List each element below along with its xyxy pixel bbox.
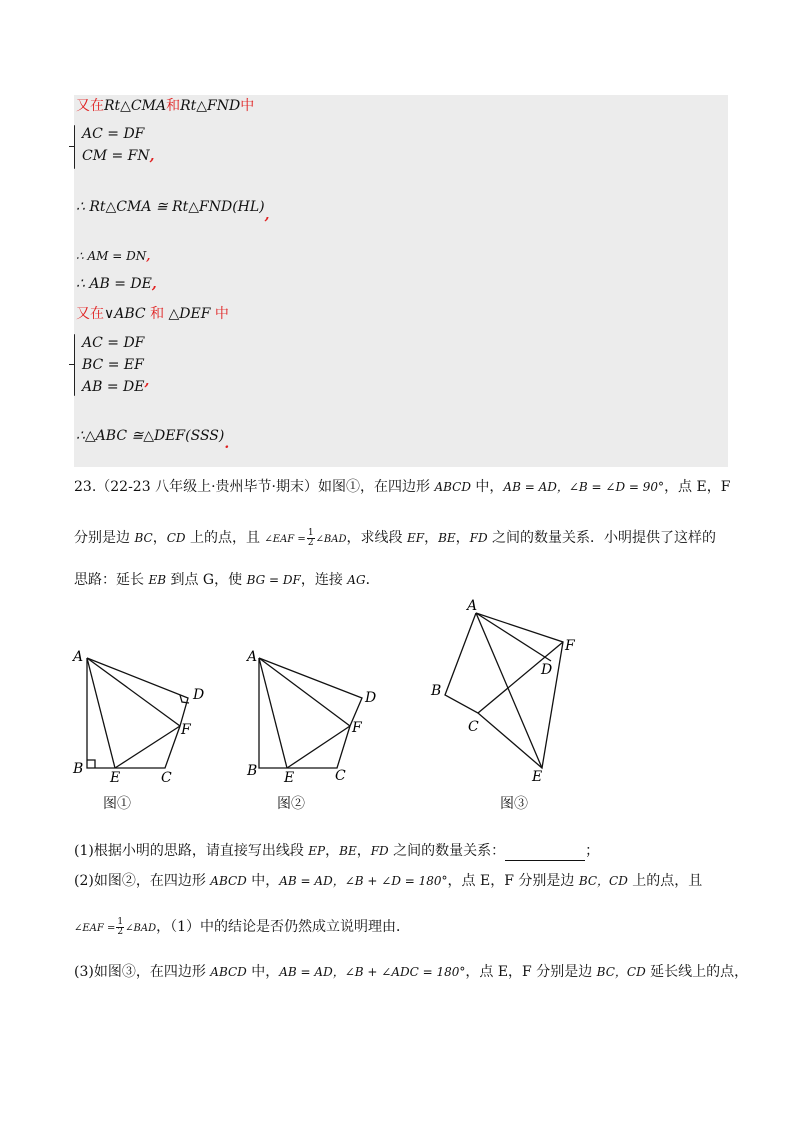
- punct: ,: [264, 207, 270, 223]
- math: ∠EAF =: [264, 534, 306, 545]
- fig1-label-c: C: [161, 770, 172, 786]
- figure-3: [425, 595, 595, 785]
- text: ，点 E，F: [664, 479, 731, 495]
- fig2-label-c: C: [335, 768, 346, 784]
- text-red: 中: [240, 98, 255, 114]
- text: ，点 E，F 分别是边: [447, 873, 579, 889]
- equation: ∴ AB = DE: [76, 276, 152, 292]
- solution-line-5: [76, 275, 157, 293]
- fig2-label-a: A: [247, 649, 258, 665]
- math: ABCD: [434, 480, 471, 494]
- text: 思路：延长: [74, 572, 149, 588]
- question-2: [74, 871, 702, 891]
- text: 之间的数量关系：: [388, 843, 506, 859]
- fig2-label-e: E: [284, 770, 295, 786]
- text-math: Rt△CMA: [104, 98, 167, 114]
- fig3-line-ae: [476, 613, 542, 768]
- system-brace-1: [74, 125, 75, 169]
- math: ∠EAF =: [74, 923, 116, 934]
- solution-box: [74, 95, 728, 467]
- fig2-line-ef: [287, 726, 350, 768]
- math: BE: [438, 531, 456, 545]
- text: ，连接: [300, 572, 348, 588]
- fig3-caption: 图③: [500, 796, 528, 812]
- math: EF: [406, 531, 425, 545]
- text: ，: [424, 530, 439, 546]
- fig1-label-f: F: [181, 722, 191, 738]
- fig3-label-c: C: [468, 719, 479, 735]
- math: FD: [469, 531, 488, 545]
- punct: .: [224, 436, 230, 452]
- math: ABCD: [210, 874, 247, 888]
- system-brace-2: [74, 334, 75, 396]
- question-2-line-2: [74, 917, 410, 939]
- fig3-label-e: E: [532, 769, 543, 785]
- equation: CM = FN: [82, 148, 150, 164]
- text: 分别是边: [74, 530, 135, 546]
- text: ，: [356, 843, 371, 859]
- text: ，: [455, 530, 470, 546]
- fraction: [307, 529, 315, 548]
- denominator: 2: [307, 537, 314, 548]
- fig1-label-b: B: [73, 761, 84, 777]
- text: ，点 E，F 分别是边: [465, 964, 597, 980]
- numerator: 1: [117, 916, 124, 927]
- fig1-line-ef: [115, 726, 180, 768]
- text: ，: [152, 530, 167, 546]
- punct: ,: [149, 148, 155, 164]
- equation: AB = DE: [82, 379, 145, 395]
- problem-line-2: [74, 528, 716, 550]
- math: AB = AD，∠B + ∠ADC = 180°: [279, 965, 466, 979]
- text-math: ∨ABC: [104, 306, 146, 322]
- equation: ∴△ABC ≅△DEF(SSS): [76, 428, 225, 444]
- text: 中，: [470, 479, 504, 495]
- text-red: 和: [150, 306, 165, 322]
- math: AB = AD，∠B = ∠D = 90°: [503, 480, 665, 494]
- text: 到点 G，使: [166, 572, 247, 588]
- solution-line-3: [76, 198, 270, 223]
- text: (3)如图③，在四边形: [74, 964, 211, 980]
- text: 上的点，且: [627, 873, 703, 889]
- numerator: 1: [307, 527, 314, 538]
- problem-line-3: [74, 570, 380, 590]
- text-math: Rt△FND: [180, 98, 241, 114]
- denominator: 2: [117, 926, 124, 937]
- solution-line-4: [76, 247, 150, 265]
- math: BC，CD: [596, 965, 646, 979]
- equation: ∴ AM = DN: [76, 249, 147, 263]
- math: BG = DF: [246, 573, 301, 587]
- answer-blank[interactable]: [505, 846, 585, 861]
- fig1-outline: [87, 658, 188, 768]
- text: (1)根据小明的思路，请直接写出线段: [74, 843, 309, 859]
- punct: ,: [144, 373, 150, 389]
- fig2-outline: [259, 658, 362, 768]
- text: (2)如图②，在四边形: [74, 873, 211, 889]
- text: ；: [585, 843, 600, 859]
- text: 23.（22-23 八年级上·贵州毕节·期末）如图①，在四边形: [74, 479, 435, 495]
- fig3-line-ad: [476, 613, 551, 661]
- text: ，（1）中的结论是否仍然成立说明理由．: [156, 919, 411, 935]
- math: EP: [308, 844, 326, 858]
- equation: ∴ Rt△CMA ≅ Rt△FND(HL): [76, 199, 265, 215]
- solution-line-1: [76, 97, 254, 115]
- question-3: [74, 962, 748, 982]
- fig1-label-d: D: [193, 687, 205, 703]
- fig1-line-ae: [87, 658, 115, 768]
- fig3-label-f: F: [565, 638, 575, 654]
- system2-eq1: AC = DF: [82, 335, 145, 351]
- punct: ,: [151, 276, 157, 292]
- text: 延长线上的点，: [645, 964, 749, 980]
- fig2-line-af: [259, 658, 350, 726]
- fig1-caption: 图①: [103, 796, 131, 812]
- text: 之间的数量关系．小明提供了这样的: [487, 530, 717, 546]
- fig2-label-d: D: [365, 690, 377, 706]
- figure-2: [240, 640, 390, 790]
- fig1-label-e: E: [110, 770, 121, 786]
- fig1-label-a: A: [73, 649, 84, 665]
- math: BC，CD: [578, 874, 628, 888]
- problem-line-1: [74, 477, 730, 497]
- math: ∠BAD: [315, 534, 347, 545]
- fig2-caption: 图②: [277, 796, 305, 812]
- system1-eq1: AC = DF: [82, 126, 145, 142]
- solution-line-6: [76, 305, 229, 323]
- fig2-label-b: B: [247, 763, 258, 779]
- system1-eq2: [82, 147, 155, 165]
- text-red: 和: [166, 98, 181, 114]
- text-red: 又在: [76, 306, 104, 322]
- fig2-line-ae: [259, 658, 287, 768]
- fig1-right-angle-b: [87, 760, 95, 768]
- text: ，: [325, 843, 340, 859]
- figure-1: [70, 640, 220, 790]
- fig3-label-a: A: [467, 598, 478, 614]
- solution-line-8: [76, 427, 230, 452]
- math: CD: [166, 531, 186, 545]
- fig1-line-af: [87, 658, 180, 726]
- fig2-label-f: F: [352, 720, 362, 736]
- text: ．: [365, 572, 380, 588]
- math: ∠BAD: [125, 923, 157, 934]
- math: BC: [134, 531, 153, 545]
- math: EB: [148, 573, 167, 587]
- text-red: 中: [214, 306, 229, 322]
- text: 中，: [246, 964, 280, 980]
- math: BE: [339, 844, 357, 858]
- math: FD: [370, 844, 389, 858]
- text: 中，: [246, 873, 280, 889]
- text-red: 又在: [76, 98, 104, 114]
- system2-eq3: [82, 373, 150, 396]
- punct: ,: [146, 249, 151, 263]
- system2-eq2: BC = EF: [82, 357, 144, 373]
- text: 上的点，且: [185, 530, 265, 546]
- math: ABCD: [210, 965, 247, 979]
- fig3-label-d: D: [541, 662, 553, 678]
- fraction: [116, 918, 124, 937]
- math: AB = AD，∠B + ∠D = 180°: [279, 874, 448, 888]
- text-math: △DEF: [168, 306, 211, 322]
- question-1: [74, 841, 599, 861]
- math: AG: [347, 573, 366, 587]
- fig3-label-b: B: [431, 683, 442, 699]
- text: ，求线段: [346, 530, 407, 546]
